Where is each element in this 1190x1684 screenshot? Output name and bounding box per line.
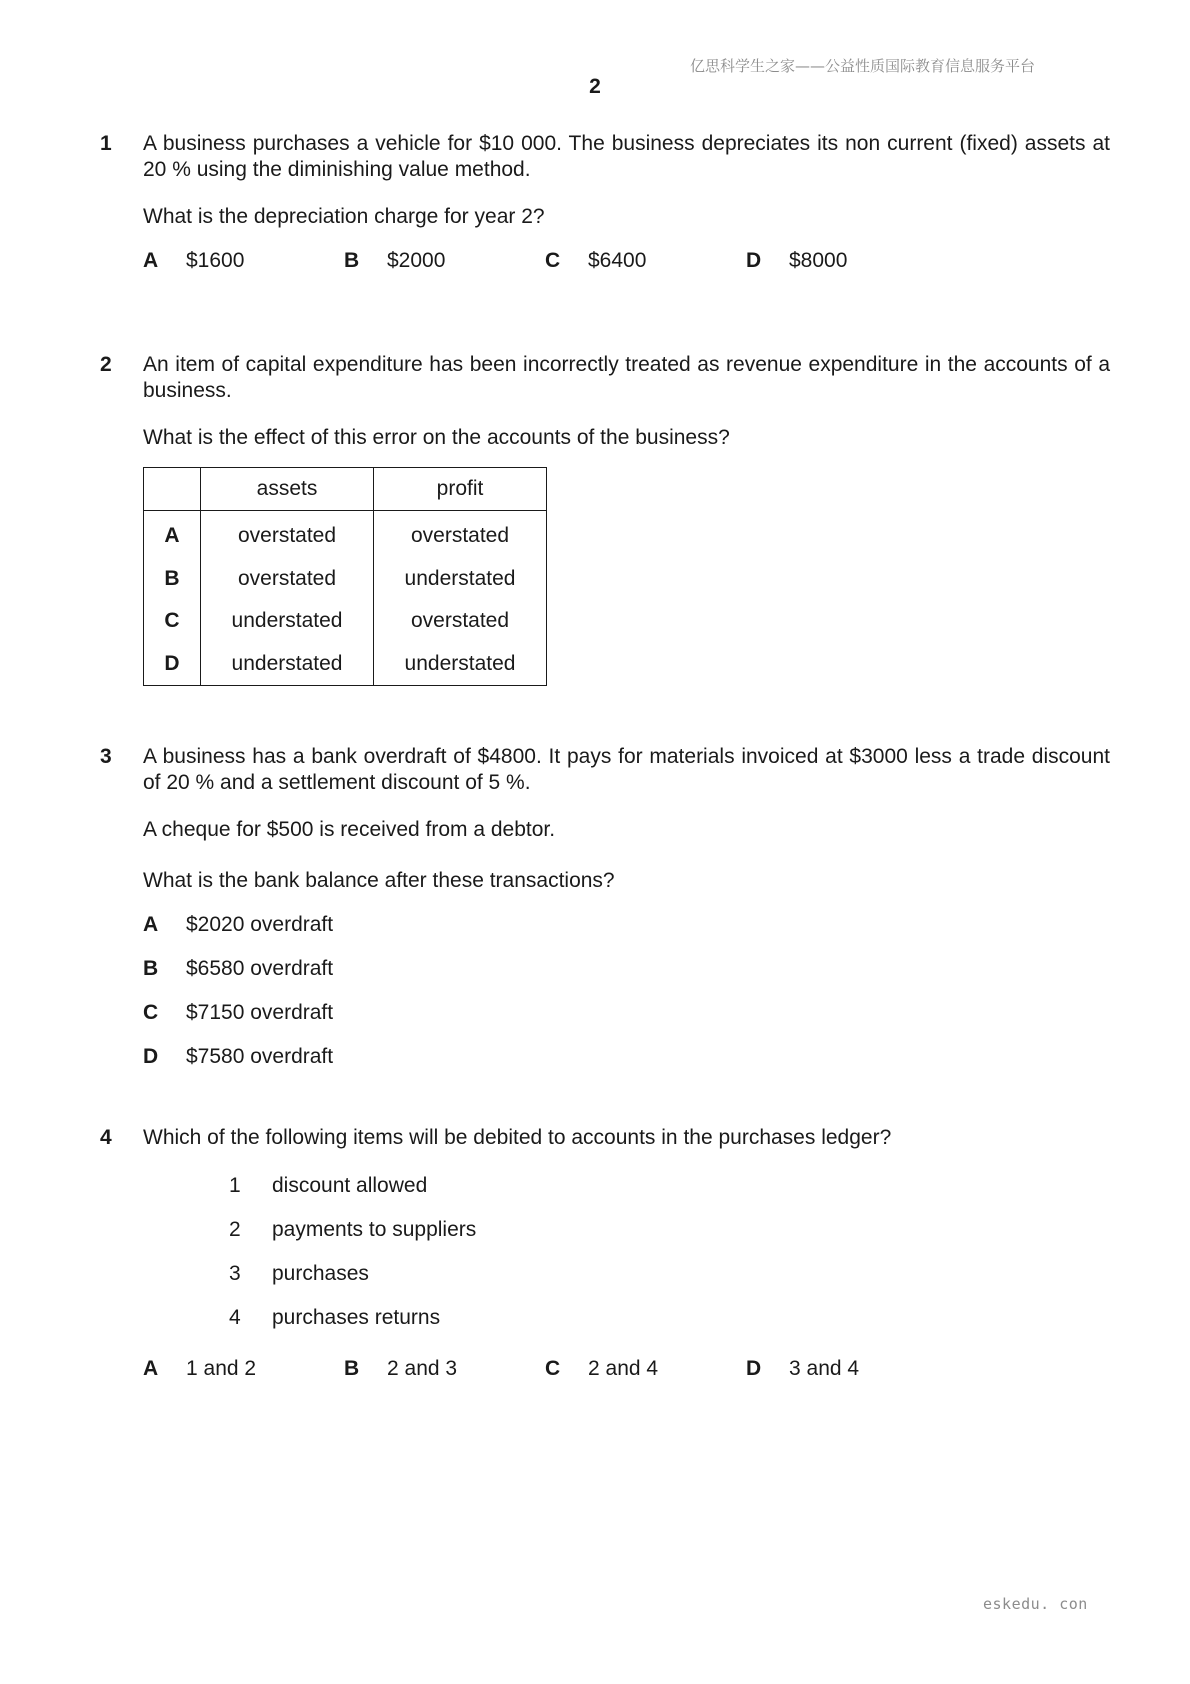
question-prompt: Which of the following items will be debited to accounts in the purchases ledger?	[143, 1126, 892, 1149]
option-text: $7150 overdraft	[186, 1001, 334, 1024]
option-letter: C	[144, 600, 201, 643]
table-header-row	[144, 468, 547, 511]
footer-site: eskedu. con	[983, 1595, 1088, 1613]
statement-text: purchases	[272, 1262, 369, 1285]
question-4	[100, 1125, 1110, 1382]
table-header-assets: assets	[201, 468, 374, 511]
option-a[interactable]	[143, 248, 344, 274]
table-row[interactable]	[144, 558, 547, 601]
table-row[interactable]	[144, 511, 547, 558]
list-item	[229, 1261, 1110, 1305]
page-number: 2	[589, 75, 601, 98]
statement-text: purchases returns	[272, 1306, 441, 1329]
option-text: $1600	[186, 249, 245, 272]
table-header-profit: profit	[374, 468, 547, 511]
option-b[interactable]	[344, 1356, 545, 1382]
option-letter: A	[143, 249, 159, 272]
option-letter: B	[144, 558, 201, 601]
option-d[interactable]	[746, 248, 947, 274]
list-item	[229, 1305, 1110, 1349]
statement-text: discount allowed	[272, 1174, 428, 1197]
option-text: $7580 overdraft	[186, 1045, 334, 1068]
list-item	[229, 1173, 1110, 1217]
option-letter: B	[344, 1357, 360, 1380]
option-letter: C	[545, 249, 561, 272]
option-letter: D	[746, 1357, 762, 1380]
profit-cell: overstated	[374, 600, 547, 643]
table-header-cell	[144, 468, 201, 511]
option-a[interactable]	[143, 912, 1110, 956]
header-watermark: 亿思科学生之家——公益性质国际教育信息服务平台	[690, 57, 1036, 75]
option-letter: C	[143, 1001, 159, 1024]
option-text: $6580 overdraft	[186, 957, 334, 980]
option-d[interactable]	[143, 1044, 1110, 1088]
option-text: $6400	[588, 249, 647, 272]
profit-cell: understated	[374, 558, 547, 601]
statement-number: 1	[229, 1174, 241, 1197]
option-letter: A	[143, 913, 159, 936]
option-letter: A	[144, 511, 201, 558]
option-d[interactable]	[746, 1356, 947, 1382]
option-c[interactable]	[143, 1000, 1110, 1044]
option-a[interactable]	[143, 1356, 344, 1382]
assets-cell: overstated	[201, 511, 374, 558]
statement-number: 4	[229, 1306, 241, 1329]
profit-cell: understated	[374, 643, 547, 686]
statement-number: 2	[229, 1218, 241, 1241]
answer-options	[143, 248, 1110, 274]
option-text: $2000	[387, 249, 446, 272]
option-letter: A	[143, 1357, 159, 1380]
table-row[interactable]	[144, 643, 547, 686]
option-letter: D	[746, 249, 762, 272]
profit-cell: overstated	[374, 511, 547, 558]
question-prompt: What is the effect of this error on the accounts of the business?	[143, 426, 730, 449]
effect-table	[143, 467, 547, 686]
question-1	[100, 131, 1110, 274]
question-number: 3	[100, 745, 112, 768]
option-c[interactable]	[545, 1356, 746, 1382]
question-prompt: What is the bank balance after these transactions?	[143, 869, 615, 892]
question-prompt: What is the depreciation charge for year 2?	[143, 205, 545, 228]
assets-cell: overstated	[201, 558, 374, 601]
question-number: 1	[100, 132, 112, 155]
answer-options	[143, 1356, 1110, 1382]
list-item	[229, 1217, 1110, 1261]
option-letter: D	[143, 1045, 159, 1068]
option-text: 3 and 4	[789, 1357, 860, 1380]
question-info: A cheque for $500 is received from a debtor.	[143, 818, 556, 841]
table-row[interactable]	[144, 600, 547, 643]
option-letter: D	[144, 643, 201, 686]
question-2	[100, 352, 1110, 686]
question-number: 4	[100, 1126, 112, 1149]
option-text: 2 and 3	[387, 1357, 458, 1380]
statement-number: 3	[229, 1262, 241, 1285]
option-text: $2020 overdraft	[186, 913, 334, 936]
statement-list	[143, 1173, 1110, 1349]
assets-cell: understated	[201, 643, 374, 686]
option-letter: C	[545, 1357, 561, 1380]
answer-options	[143, 912, 1110, 1088]
option-b[interactable]	[143, 956, 1110, 1000]
question-number: 2	[100, 353, 112, 376]
statement-text: payments to suppliers	[272, 1218, 477, 1241]
option-b[interactable]	[344, 248, 545, 274]
question-stem: A business has a bank overdraft of $4800. It pays for materials invoiced at $3000 less a trade discount of 20 % and a settlement discount of 5 %.	[143, 745, 1110, 794]
option-letter: B	[344, 249, 360, 272]
option-letter: B	[143, 957, 159, 980]
option-c[interactable]	[545, 248, 746, 274]
question-stem: An item of capital expenditure has been incorrectly treated as revenue expenditure in the accounts of a business.	[143, 353, 1110, 402]
option-text: $8000	[789, 249, 848, 272]
assets-cell: understated	[201, 600, 374, 643]
option-text: 2 and 4	[588, 1357, 659, 1380]
question-3	[100, 744, 1110, 1088]
question-stem: A business purchases a vehicle for $10 000. The business depreciates its non current (fixed) assets at 20 % using the diminishing value method.	[143, 132, 1110, 181]
option-text: 1 and 2	[186, 1357, 257, 1380]
